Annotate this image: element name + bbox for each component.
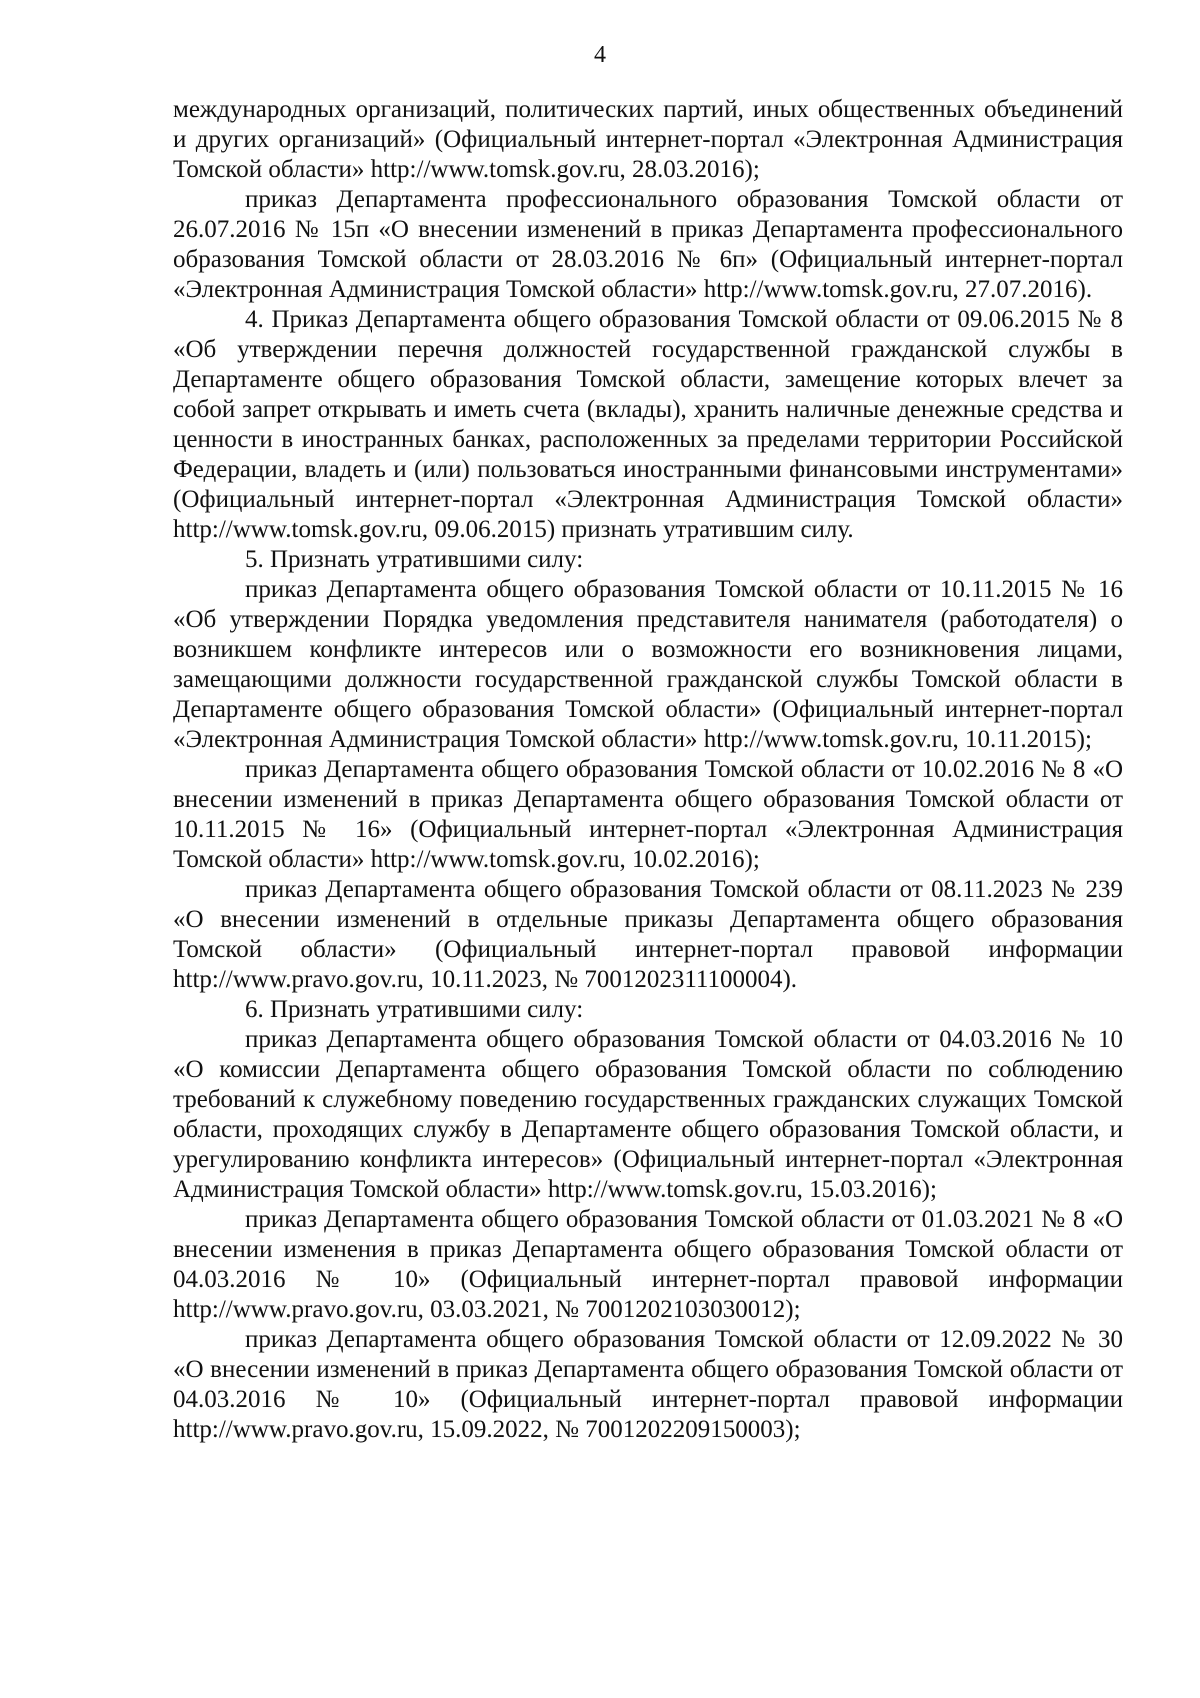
paragraph-order-30: приказ Департамента общего образования Томской области от 12.09.2022 № 30 «О внесении изменений в приказ Департамента общего образования Томской области от 04.03.2016 № 10» (Официальный интернет-портал правовой информации http://www.pravo.gov.ru, 15.09.2022, № 7001202209150003); [173, 1326, 1123, 1443]
paragraph-order-8-2016: приказ Департамента общего образования Томской области от 10.02.2016 № 8 «О внесении изменений в приказ Департамента общего образования Томской области от 10.11.2015 № 16» (Официальный интернет-портал «Электронная Администрация Томской области» http://www.tomsk.gov.ru, 10.02.2016); [173, 756, 1123, 873]
paragraph-item-5-heading: 5. Признать утратившими силу: [245, 546, 584, 573]
paragraph-order-239: приказ Департамента общего образования Томской области от 08.11.2023 № 239 «О внесении изменений в отдельные приказы Департамента общего образования Томской области» (Официальный интернет-портал правовой информации http://www.pravo.gov.ru, 10.11.2023, № 7001202311100004). [173, 876, 1123, 993]
paragraph-item-6-heading: 6. Признать утратившими силу: [245, 996, 584, 1023]
paragraph-intl-organizations: международных организаций, политических партий, иных общественных объединений и других организаций» (Официальный интернет-портал «Электронная Администрация Томской области» http://www.tomsk.gov.ru, 28.03.2016); [173, 96, 1123, 183]
paragraph-item-4: 4. Приказ Департамента общего образования Томской области от 09.06.2015 № 8 «Об утверждении перечня должностей государственной гражданской службы в Департаменте общего образования Томской области, замещение которых влечет за собой запрет открывать и иметь счета (вклады), хранить наличные денежные средства и ценности в иностранных банках, расположенных за пределами территории Российской Федерации, владеть и (или) пользоваться иностранными финансовыми инструментами» (Официальный интернет-портал «Электронная Администрация Томской области» http://www.tomsk.gov.ru, 09.06.2015) признать утратившим силу. [173, 306, 1123, 543]
paragraph-order-16: приказ Департамента общего образования Томской области от 10.11.2015 № 16 «Об утверждении Порядка уведомления представителя нанимателя (работодателя) о возникшем конфликте интересов или о возможности его возникновения лицами, замещающими должности государственной гражданской службы Томской области в Департаменте общего образования Томской области» (Официальный интернет-портал «Электронная Администрация Томской области» http://www.tomsk.gov.ru, 10.11.2015); [173, 576, 1123, 753]
document-body [173, 95, 1123, 1445]
paragraph-order-8-2021: приказ Департамента общего образования Томской области от 01.03.2021 № 8 «О внесении изменения в приказ Департамента общего образования Томской области от 04.03.2016 № 10» (Официальный интернет-портал правовой информации http://www.pravo.gov.ru, 03.03.2021, № 7001202103030012); [173, 1206, 1123, 1323]
paragraph-order-15p: приказ Департамента профессионального образования Томской области от 26.07.2016 № 15п «О внесении изменений в приказ Департамента профессионального образования Томской области от 28.03.2016 № 6п» (Официальный интернет-портал «Электронная Администрация Томской области» http://www.tomsk.gov.ru, 27.07.2016). [173, 186, 1123, 303]
paragraph-order-10: приказ Департамента общего образования Томской области от 04.03.2016 № 10 «О комиссии Департамента общего образования Томской области по соблюдению требований к служебному поведению государственных гражданских служащих Томской области, проходящих службу в Департаменте общего образования Томской области, и урегулированию конфликта интересов» (Официальный интернет-портал «Электронная Администрация Томской области» http://www.tomsk.gov.ru, 15.03.2016); [173, 1026, 1123, 1203]
page-number: 4 [594, 42, 606, 68]
